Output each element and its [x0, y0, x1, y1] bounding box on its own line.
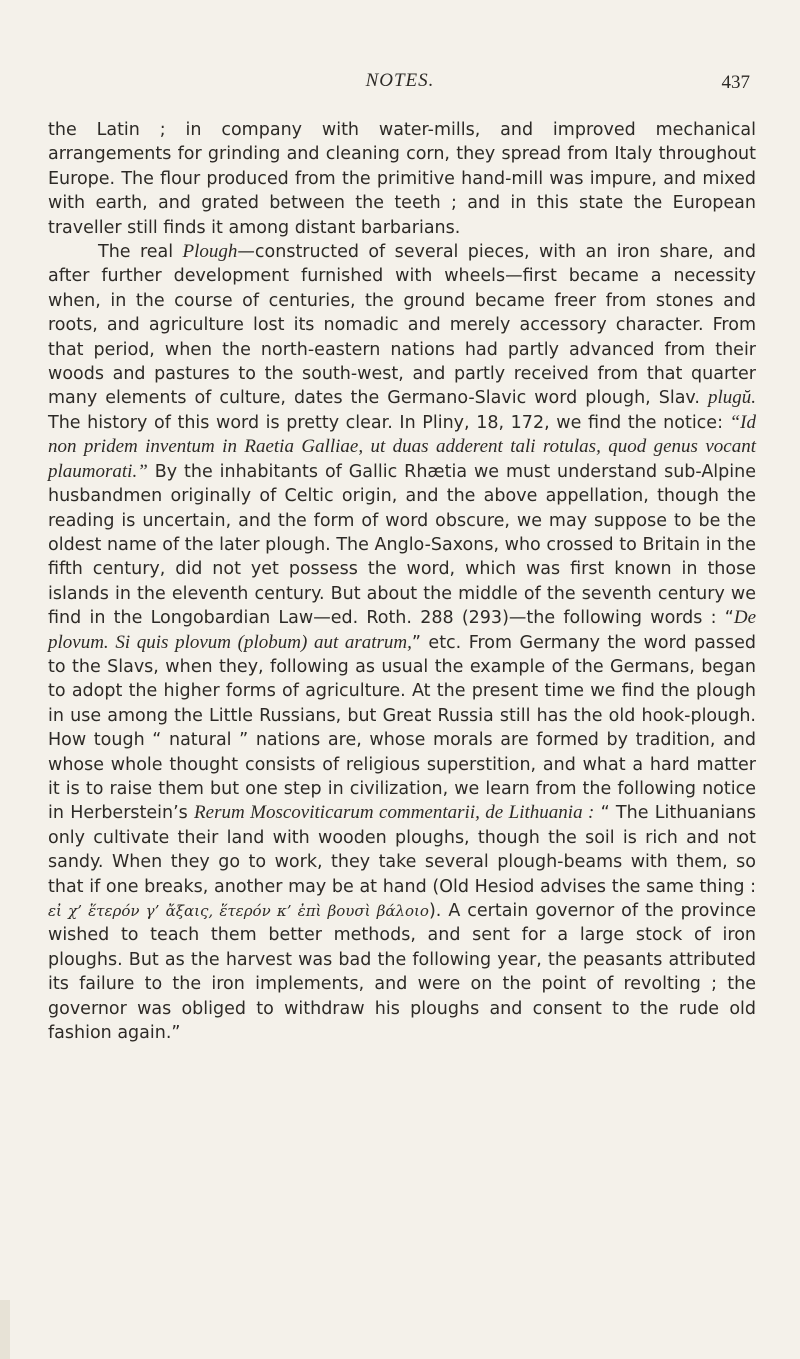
work-title: Rerum Moscoviticarum commentarii, de Lithuania :: [194, 802, 595, 824]
text-segment: The real: [98, 242, 183, 263]
paragraph-continuation: the Latin ; in company with water-mills, and improved mechanical arrangements for grinding and cleaning corn, they spread from Italy throughout Europe. The flour produced from the primitive hand-mill was impure, and mixed with earth, and grated between the teeth ; and in this state the European traveller still finds it among distant barbarians.: [48, 120, 756, 238]
header-title: NOTES.: [365, 70, 435, 91]
page-edge-shadow: [0, 1300, 10, 1359]
pliny-quote: “Id non pridem inventum in Raetia Galliae, ut duas adderent tali rotulas, quod genus vocant plaumorati.”: [48, 411, 756, 482]
text-segment: ” etc. From Germany the word passed to the Slavs, when they, following as usual the example of the Germans, began to adopt the higher forms of agriculture. At the present time we find the plough in use among the Little Russians, but Great Russia still has the old hook-plough. How tough “ natural ” nations are, whose morals are formed by tradition, and whose whole thought consists of religious superstition, and what a hard matter it is to raise them but one step in civilization, we learn from the following notice in Herberstein’s: [48, 632, 756, 824]
text-segment: By the inhabitants of Gallic Rhætia we must understand sub-Alpine husbandmen originally of Celtic origin, and the above appellation, though the reading is uncertain, and the form of word obscure, we may suppose to be the oldest name of the later plough. The Anglo-Saxons, who crossed to Britain in the fifth century, did not yet possess the word, which was first known in those islands in the eleventh century. But about the middle of the seventh century we find in the Longobardian Law—ed. Roth. 288 (293)—the following words : “: [48, 461, 756, 629]
running-head: [0, 70, 800, 100]
hesiod-greek-quote: εἰ χ’ ἕτερόν γ’ ἄξαις, ἕτερόν κ’ ἐπὶ βουσὶ βάλοιο: [48, 902, 429, 920]
plough-italic: Plough: [182, 241, 238, 263]
body-text: [48, 118, 756, 1045]
text-segment: “ The Lithuanians only cultivate their land with wooden ploughs, though the soil is rich and not sandy. When they go to work, they take several plough-beams with them, so that if one breaks, another may be at hand (Old Hesiod advises the same thing :: [48, 803, 756, 897]
text-segment: —constructed of several pieces, with an iron share, and after further development furnished with wheels—first became a necessity when, in the course of centuries, the ground became freer from stones and roots, and agriculture lost its nomadic and merely accessory character. From that period, when the north-eastern nations had partly advanced from their woods and pastures to the south-west, and partly received from that quarter many elements of culture, dates the Germano-Slavic word plough, Slav.: [48, 242, 756, 409]
law-quote: De plovum. Si quis plovum (plobum) aut aratrum,: [48, 607, 756, 653]
text-segment: The history of this word is pretty clear. In Pliny, 18, 172, we find the notice:: [48, 412, 730, 433]
text-segment: ). A certain governor of the province wished to teach them better methods, and sent for a large stock of iron ploughs. But as the harvest was bad the following year, the peasants attributed its failure to the iron implements, and were on the point of revolting ; the governor was obliged to withdraw his ploughs and consent to the rude old fashion again.”: [48, 901, 756, 1044]
paragraph-plough: [48, 240, 756, 1045]
slavic-word-italic: plugŭ.: [707, 387, 756, 409]
page-number: 437: [721, 72, 750, 93]
